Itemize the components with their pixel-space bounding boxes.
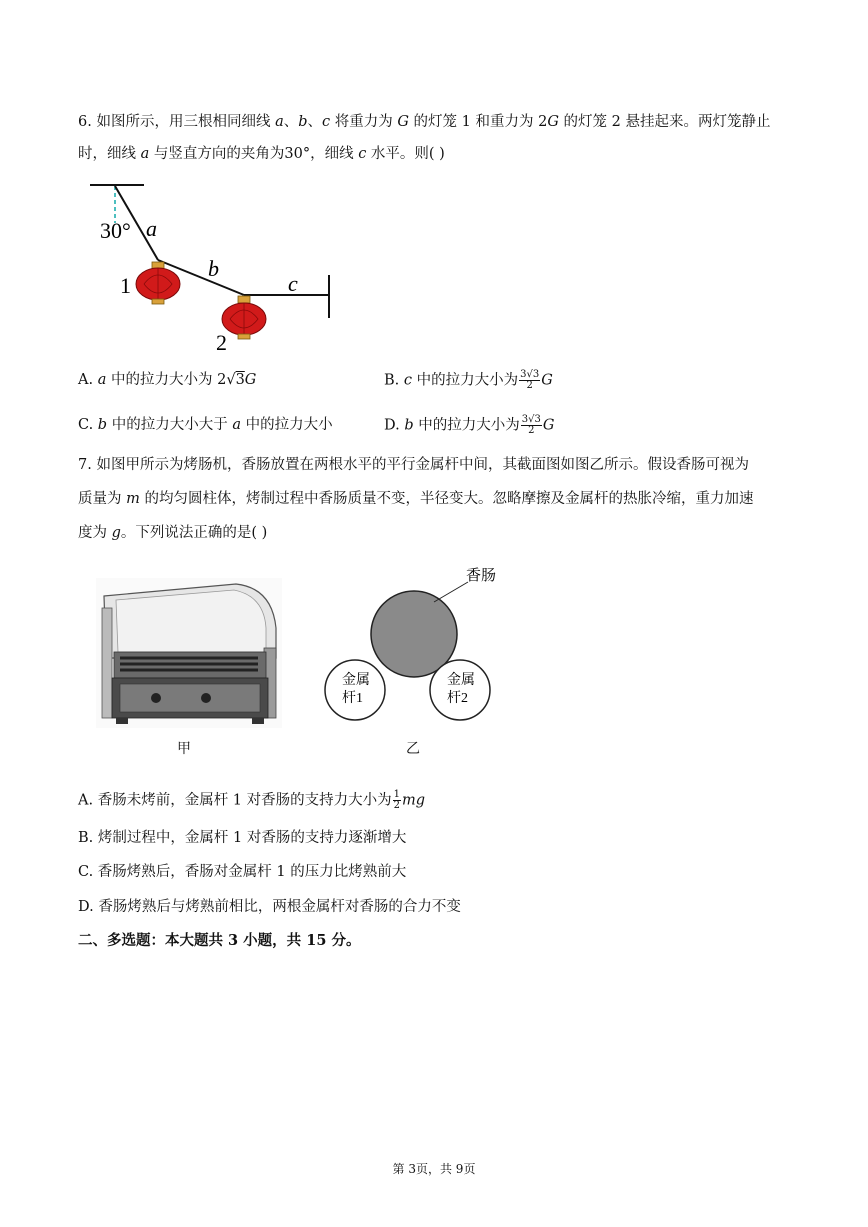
rod1-label-line1: 金属 [342, 673, 370, 688]
fraction: $\frac{3√3}{2}$ [520, 369, 540, 391]
sausage-pointer-line [434, 582, 468, 602]
q7-option-c: C. 香肠烤熟后，香肠对金属杆 1 的压力比烤熟前大 [78, 864, 407, 880]
lantern-1-label: 1 [120, 273, 131, 298]
sausage-label: 香肠 [466, 568, 497, 584]
label-c: c [288, 271, 298, 296]
lantern-2-label: 2 [216, 330, 227, 355]
section-heading-multiple-choice: 二、多选题：本大题共 3 小题，共 15 分。 [78, 932, 361, 949]
sausage-grill-photo [96, 578, 282, 728]
page-footer: 第 3页，共 9页 [392, 1162, 476, 1176]
q7-line2: 质量为 m 的均匀圆柱体，烤制过程中香肠质量不变，半径变大。忽略摩擦及金属杆的热胀冷缩，重力加速 [78, 491, 754, 507]
q7-option-b: B. 烤制过程中，金属杆 1 对香肠的支持力逐渐增大 [78, 830, 407, 846]
metal-rod-1 [325, 660, 385, 720]
metal-rod-2 [430, 660, 490, 720]
rod2-label-line1: 金属 [447, 673, 475, 688]
q6-option-c: C. b 中的拉力大小大于 a 中的拉力大小 [78, 417, 333, 433]
lantern-1 [136, 262, 180, 304]
label-a: a [146, 216, 157, 241]
caption-yi: 乙 [406, 741, 420, 757]
fraction: $\frac{1}{2}$ [393, 789, 401, 811]
q7-line1: 7. 如图甲所示为烤肠机，香肠放置在两根水平的平行金属杆中间，其截面图如图乙所示。假设香肠可视为 [78, 457, 749, 473]
caption-jia: 甲 [177, 741, 191, 757]
q7-option-d: D. 香肠烤熟后与烤熟前相比，两根金属杆对香肠的合力不变 [78, 899, 461, 915]
rod1-label-line2: 杆1 [342, 691, 363, 706]
q6-lantern-figure [84, 178, 344, 358]
q6-option-b: B. c 中的拉力大小为 $\frac{3√3}{2}$ G [384, 369, 553, 391]
q6-option-d: D. b 中的拉力大小为 $\frac{3√3}{2}$ G [384, 414, 555, 436]
cross-section-diagram [320, 562, 520, 732]
q6-option-a: A. a 中的拉力大小为 2√3G [78, 372, 257, 388]
q7-line3: 度为 g。下列说法正确的是( ) [78, 525, 268, 541]
angle-label: 30° [100, 218, 131, 243]
rod2-label-line2: 杆2 [447, 691, 468, 706]
q6-line1: 6. 如图所示，用三根相同细线 a、b、c 将重力为 G 的灯笼 1 和重力为 2G 的灯笼 2 悬挂起来。两灯笼静止 [78, 114, 771, 130]
q6-line2: 时，细线 a 与竖直方向的夹角为30°，细线 c 水平。则( ) [78, 146, 445, 162]
q7-option-a: A. 香肠未烤前，金属杆 1 对香肠的支持力大小为 $\frac{1}{2}$ mg [78, 789, 426, 811]
label-b: b [208, 256, 219, 281]
lantern-2 [222, 296, 266, 339]
fraction: $\frac{3√3}{2}$ [521, 414, 541, 436]
